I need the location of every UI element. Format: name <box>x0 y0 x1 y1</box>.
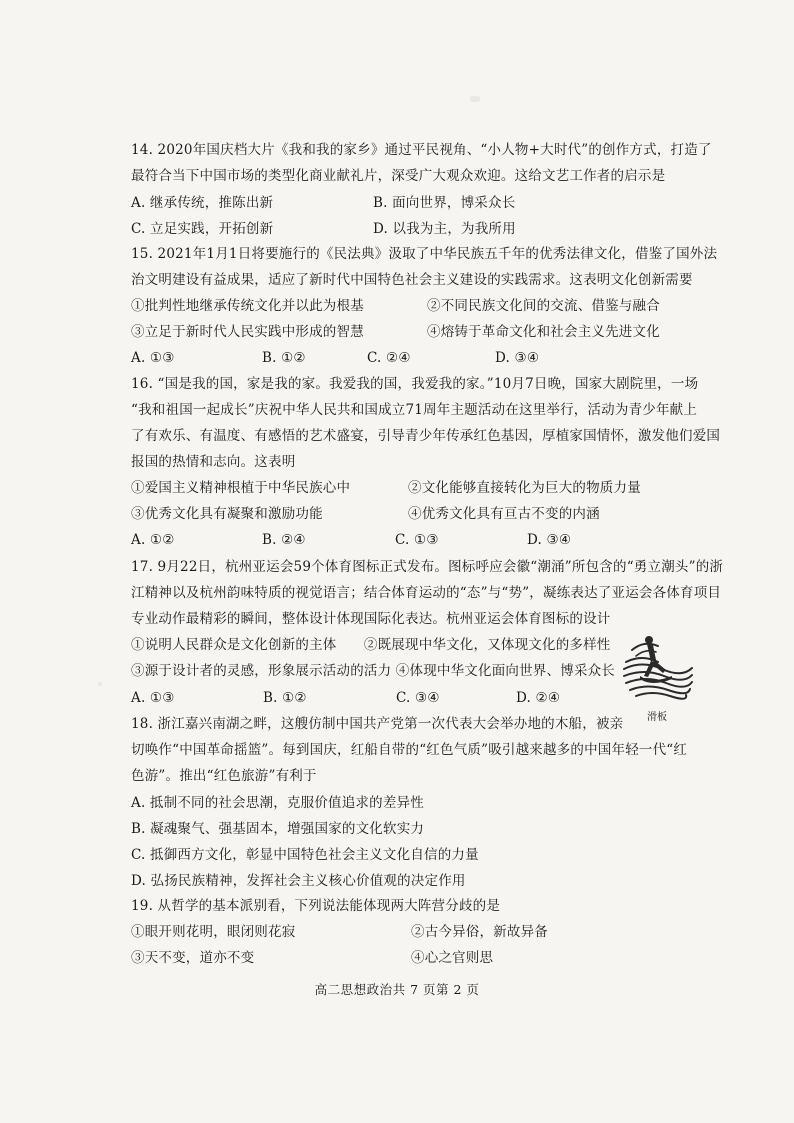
question-15-statement-2: ②不同民族文化间的交流、借鉴与融合 <box>427 298 660 314</box>
question-18-stem-line-3: 色游”。推出“红色旅游”有利于 <box>131 768 317 784</box>
question-17-statements-3-4: ③源于设计者的灵感，形象展示活动的活力 ④体现中华文化面向世界、博采众长 <box>131 663 615 679</box>
question-15-option-d: D. ③④ <box>495 350 540 366</box>
question-18-stem-line-1: 18. 浙江嘉兴南湖之畔，这艘仿制中国共产党第一次代表大会举办地的木船，被亲 <box>131 716 624 732</box>
question-17-option-b: B. ①② <box>263 690 307 706</box>
question-14-option-b: B. 面向世界，博采众长 <box>373 195 516 211</box>
question-19-statement-3: ③天不变，道亦不变 <box>131 950 255 966</box>
question-14-option-a: A. 继承传统，推陈出新 <box>131 195 274 211</box>
question-15-statement-4: ④熔铸于革命文化和社会主义先进文化 <box>427 324 660 340</box>
question-16-option-a: A. ①② <box>131 532 175 548</box>
question-15-option-c: C. ②④ <box>367 350 411 366</box>
question-18-option-a: A. 抵制不同的社会思潮，克服价值追求的差异性 <box>131 795 424 811</box>
question-16-stem-line-2: “我和祖国一起成长”庆祝中华人民共和国成立71周年主题活动在这里举行，活动为青少年献上 <box>131 402 698 418</box>
question-15-statement-1: ①批判性地继承传统文化并以此为根基 <box>131 298 364 314</box>
scan-smudge <box>98 682 102 686</box>
question-19-stem-line-1: 19. 从哲学的基本派别看，下列说法能体现两大阵营分歧的是 <box>131 898 501 914</box>
question-17-stem-line-3: 专业动作最精彩的瞬间，整体设计体现国际化表达。杭州亚运会体育图标的设计 <box>131 611 611 627</box>
question-15-stem-line-1: 15. 2021年1月1日将要施行的《民法典》汲取了中华民族五千年的优秀法律文化，借鉴了国外法 <box>131 246 718 262</box>
skateboard-pictogram-icon <box>622 632 694 700</box>
question-16-stem-line-1: 16. “国是我的国，家是我的家。我爱我的国，我爱我的家。”10月7日晚，国家大剧院里，一场 <box>131 376 699 392</box>
question-15-statement-3: ③立足于新时代人民实践中形成的智慧 <box>131 324 364 340</box>
question-16-statement-4: ④优秀文化具有亘古不变的内涵 <box>408 506 600 522</box>
question-17-option-c: C. ③④ <box>396 690 440 706</box>
question-17-option-a: A. ①③ <box>131 690 175 706</box>
scan-smudge <box>470 96 480 102</box>
question-19-statement-1: ①眼开则花明，眼闭则花寂 <box>131 924 296 940</box>
question-15-option-a: A. ①③ <box>131 350 175 366</box>
question-17-statements-1-2: ①说明人民群众是文化创新的主体 ②既展现中华文化，又体现文化的多样性 <box>131 637 611 653</box>
question-18-option-d: D. 弘扬民族精神，发挥社会主义核心价值观的决定作用 <box>131 873 466 889</box>
question-16-statement-3: ③优秀文化具有凝聚和激励功能 <box>131 506 323 522</box>
question-18-stem-line-2: 切唤作“中国革命摇篮”。每到国庆，红船自带的“红色气质”吸引越来越多的中国年轻一代“红 <box>131 742 688 758</box>
question-16-stem-line-3: 了有欢乐、有温度、有感悟的艺术盛宴，引导青少年传承红色基因，厚植家国情怀，激发他们爱国 <box>131 428 721 444</box>
question-19-statement-4: ④心之官则思 <box>411 950 494 966</box>
question-14-option-d: D. 以我为主，为我所用 <box>373 221 516 237</box>
question-16-option-b: B. ②④ <box>262 532 306 548</box>
question-17-option-d: D. ②④ <box>516 690 561 706</box>
question-16-statement-2: ②文化能够直接转化为巨大的物质力量 <box>408 480 641 496</box>
question-16-option-d: D. ③④ <box>527 532 572 548</box>
question-14-stem-line-1: 14. 2020年国庆档大片《我和我的家乡》通过平民视角、“小人物+大时代”的创作方式，打造了 <box>131 142 712 158</box>
question-19-statement-2: ②古今异俗，新故异备 <box>411 924 548 940</box>
page-footer: 高二思想政治共 7 页第 2 页 <box>314 982 480 997</box>
question-17-stem-line-2: 江精神以及杭州韵味特质的视觉语言；结合体育运动的“态”与“势”，凝练表达了亚运会各体育项目 <box>131 585 722 601</box>
question-18-option-b: B. 凝魂聚气、强基固本，增强国家的文化软实力 <box>131 821 425 837</box>
question-16-stem-line-4: 报国的热情和志向。这表明 <box>131 454 296 470</box>
question-15-option-b: B. ①② <box>262 350 306 366</box>
question-17-stem-line-1: 17. 9月22日，杭州亚运会59个体育图标正式发布。图标呼应会徽“潮涌”所包含的“勇立潮头”的浙 <box>131 559 724 575</box>
question-14-option-c: C. 立足实践，开拓创新 <box>131 221 274 237</box>
question-18-option-c: C. 抵御西方文化，彰显中国特色社会主义文化自信的力量 <box>131 847 479 863</box>
question-14-stem-line-2: 最符合当下中国市场的类型化商业献礼片，深受广大观众欢迎。这给文艺工作者的启示是 <box>131 168 666 184</box>
question-16-option-c: C. ①③ <box>395 532 439 548</box>
question-16-statement-1: ①爱国主义精神根植于中华民族心中 <box>131 480 351 496</box>
question-15-stem-line-2: 治文明建设有益成果，适应了新时代中国特色社会主义建设的实践需求。这表明文化创新需要 <box>131 272 693 288</box>
pictogram-caption: 滑板 <box>647 712 667 723</box>
